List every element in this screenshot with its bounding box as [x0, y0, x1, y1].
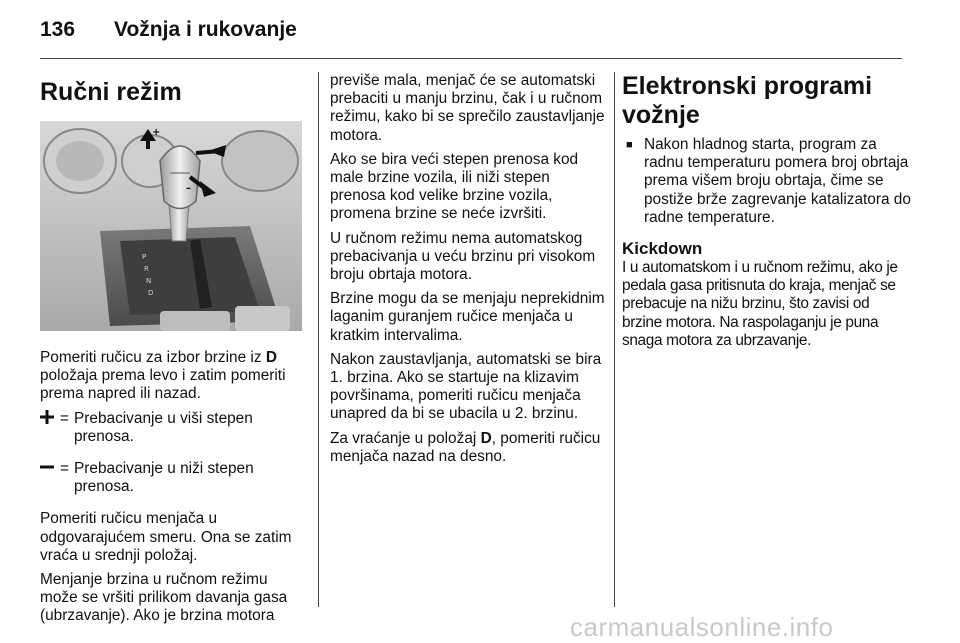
list-item: ■ Nakon hladnog starta, program za radnu temperaturu pomera broj obrtaja prema višem broju obrtaja, čime se postiže brže zagrevanje katalizatora do radne temperature.: [622, 136, 912, 227]
paragraph: U ručnom režimu nema automatskog prebacivanja u veću brzinu pri visokom broju obrtaja motora.: [330, 229, 596, 284]
section-heading-manual-mode: Ručni režim: [40, 78, 182, 106]
svg-text:R: R: [144, 265, 149, 273]
gear-position-d: D: [265, 349, 277, 366]
paragraph: Brzine mogu da se menjaju neprekidnim laganim guranjem ručice menjača u kratkim intervalima.: [330, 290, 605, 344]
svg-text:N: N: [146, 277, 152, 285]
column-right: [622, 72, 912, 356]
symbol-row-downshift: = Prebacivanje u niži stepen prenosa.: [40, 460, 306, 496]
page-header: [40, 18, 902, 59]
paragraph: Ako se bira veći stepen prenosa kod male brzine vozila, ili niži stepen prenosa kod velike brzine vozila, promena brzine se neće izvršiti.: [330, 150, 579, 223]
chapter-title: Vožnja i rukovanje: [114, 18, 297, 41]
minus-icon: [40, 460, 60, 496]
symbol-row-upshift: = Prebacivanje u viši stepen prenosa.: [40, 410, 306, 446]
section-heading-kickdown: Kickdown: [622, 239, 703, 259]
page-number: 136: [40, 18, 76, 41]
paragraph: Pomeriti ručicu menjača u odgovarajućem smeru. Ona se zatim vraća u srednji položaj.: [40, 510, 292, 564]
svg-text:–: –: [186, 183, 191, 194]
watermark: carmanualsonline.info: [570, 612, 834, 642]
svg-text:P: P: [142, 253, 147, 261]
svg-text:D: D: [148, 289, 154, 297]
paragraph: Nakon zaustavljanja, automatski se bira 1. brzina. Ako se startuje na klizavim površinama, pomeriti ručicu menjača unapred da bi se ubacila u 2. brzinu.: [330, 350, 602, 423]
svg-text:+: +: [152, 127, 161, 138]
plus-icon: [40, 410, 60, 446]
square-bullet-icon: ■: [626, 139, 633, 151]
gear-shifter-illustration: [40, 121, 302, 331]
gear-position-d: D: [480, 429, 492, 447]
column-middle: [330, 72, 605, 472]
section-heading-electronic-programs: Elektronski programi vožnje: [622, 72, 873, 129]
paragraph: Menjanje brzina u ručnom režimu može se vršiti prilikom davanja gasa (ubrzavanje). Ako je brzina motora: [40, 571, 288, 625]
column-divider: [318, 72, 319, 607]
paragraph: Za vraćanje u položaj D, pomeriti ručicu menjača nazad na desno.: [330, 429, 601, 465]
column-left: [40, 78, 306, 632]
paragraph: I u automatskom i u ručnom režimu, ako je pedala gasa pritisnuta do kraja, menjač se prebacuje na nižu brzinu, što zavisi od brzine motora. Na raspolaganju je puna snaga motora za ubrzavanje.: [622, 259, 898, 349]
instruction-paragraph: Pomeriti ručicu za izbor brzine iz D položaja prema levo i zatim pomeriti prema napred ili nazad.: [40, 349, 286, 403]
paragraph: previše mala, menjač će se automatski prebaciti u manju brzinu, čak i u ručnom režimu, kako bi se sprečilo zaustavljanje motora.: [330, 72, 605, 144]
column-divider: [614, 72, 615, 607]
